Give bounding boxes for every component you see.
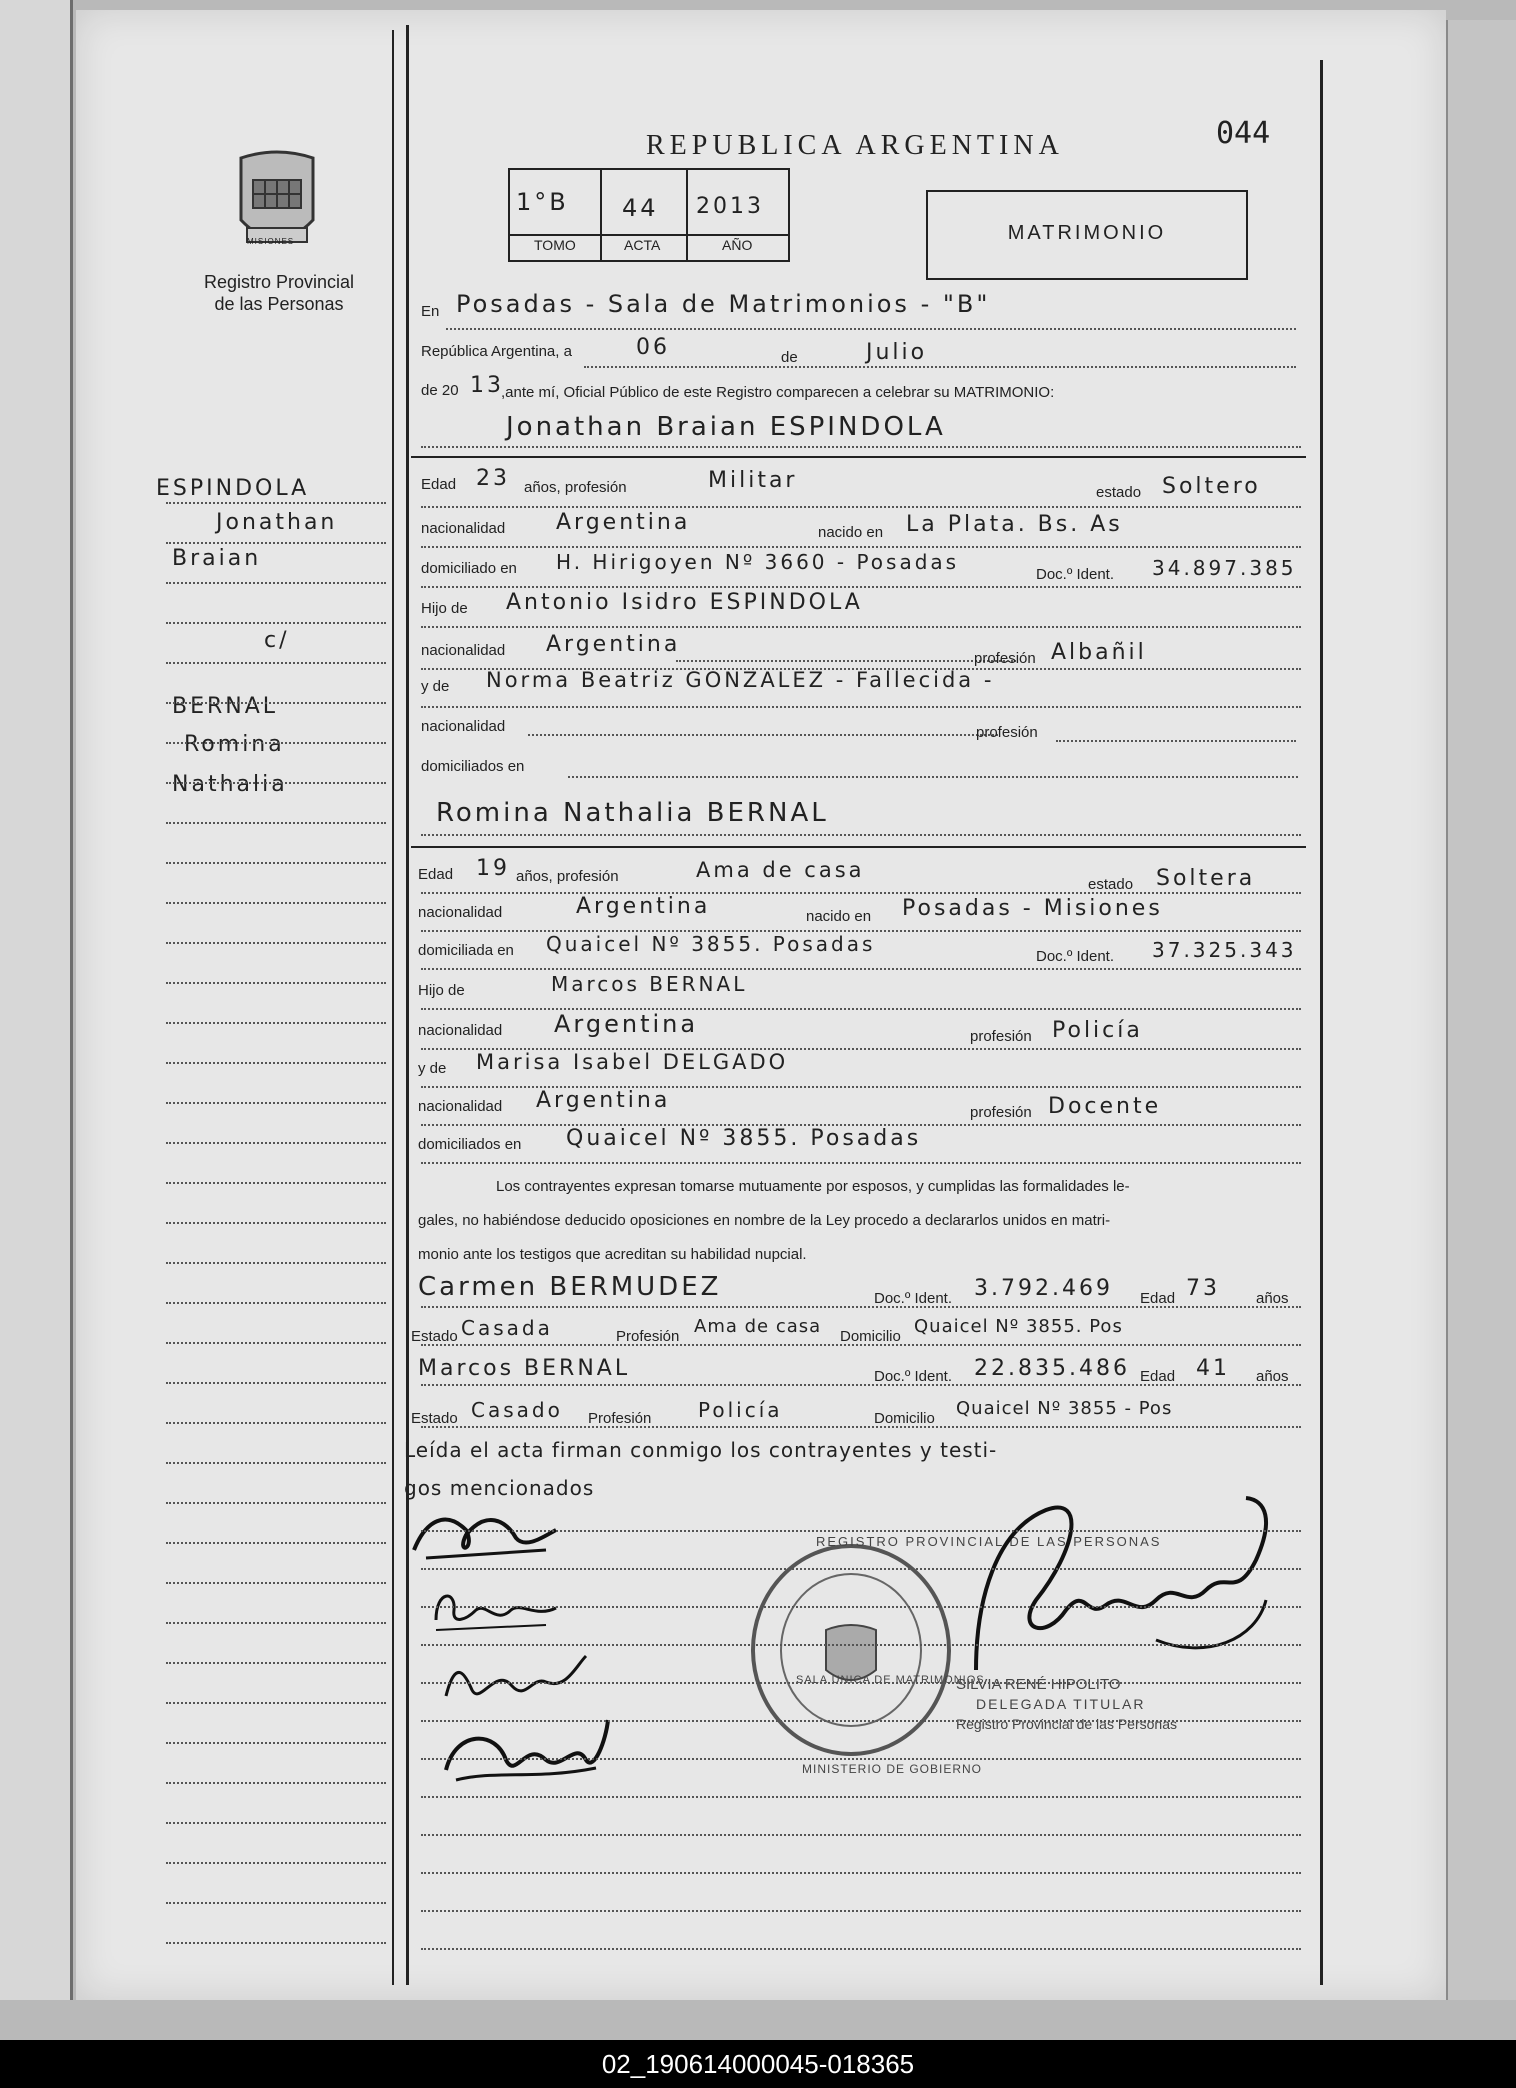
field-ruling-line [421, 1048, 1301, 1050]
stamp-outer-text: REGISTRO PROVINCIAL DE LAS PERSONAS [816, 1534, 1162, 1549]
margin-ruling-line [166, 1022, 386, 1024]
declaration-line2: gales, no habiéndose deducido oposiciones en nombre de la Ley procedo a declararlos unidos en matri- [418, 1212, 1111, 1229]
main-ruling-line [421, 1872, 1301, 1874]
witness1-name: Carmen BERMUDEZ [418, 1272, 722, 1302]
page-number: 044 [1216, 116, 1271, 151]
margin-ruling-line [166, 1302, 386, 1304]
bride-edad-label: Edad [418, 866, 454, 883]
field-ruling-line [421, 506, 1301, 508]
margin-ruling-line [166, 862, 386, 864]
margin-groom-name1: Jonathan [216, 510, 338, 535]
bride-nacido-label: nacido en [806, 908, 872, 925]
bride-father-nationality: Argentina [554, 1010, 699, 1038]
bride-mother: Marisa Isabel DELGADO [476, 1050, 789, 1074]
witness2-domicilio-label: Domicilio [874, 1410, 935, 1427]
groom-mother-prof-label: profesión [976, 724, 1038, 741]
bride-parents-address: Quaicel Nº 3855. Posadas [566, 1126, 922, 1151]
groom-edad-label: Edad [421, 476, 457, 493]
acta-label: ACTA [624, 237, 661, 253]
bride-mother-label: y de [418, 1060, 447, 1077]
next-pages-edge [1446, 20, 1516, 2000]
groom-nacido-label: nacido en [818, 524, 884, 541]
margin-ruling-line [166, 1622, 386, 1624]
main-ruling-line [421, 1568, 1301, 1570]
closing-line2: gos mencionados [404, 1476, 595, 1500]
witness2-age: 41 [1196, 1356, 1230, 1381]
witness2-estado-label: Estado [411, 1410, 458, 1427]
margin-ruling-line [166, 982, 386, 984]
witness1-estado-label: Estado [411, 1328, 458, 1345]
witness-ruling-line [421, 1384, 1301, 1386]
act-type-box [926, 190, 1248, 280]
groom-mother-label: y de [421, 678, 450, 695]
witness1-signature-icon [436, 1646, 596, 1716]
main-ruling-line [421, 1606, 1301, 1608]
month: Julio [866, 340, 928, 365]
groom-address: H. Hirigoyen Nº 3660 - Posadas [556, 550, 960, 574]
margin-ruling-line [166, 742, 386, 744]
margin-ruling-line [166, 822, 386, 824]
margin-ruling-line [166, 1822, 386, 1824]
previous-page-edge [0, 0, 73, 2000]
file-id-footer: 02_190614000045-018365 [0, 2040, 1516, 2088]
groom-mother-nat-label: nacionalidad [421, 718, 506, 735]
margin-ruling-line [166, 662, 386, 664]
witness-ruling-line [421, 1344, 1301, 1346]
witness1-anos-label: años [1256, 1290, 1289, 1307]
groom-mother: Norma Beatriz GONZALEZ - Fallecida - [486, 668, 995, 692]
witness1-age: 73 [1186, 1276, 1220, 1301]
bride-name: Romina Nathalia BERNAL [436, 798, 829, 828]
tomo-acta-ano-box [508, 168, 790, 262]
stamp-inner-text: SALA UNICA DE MATRIMONIOS [796, 1674, 985, 1686]
margin-bride-name2: Nathalia [172, 772, 288, 797]
margin-bride-surname: BERNAL [172, 694, 279, 719]
groom-father-nationality: Argentina [546, 632, 681, 657]
field-ruling-line [421, 1086, 1301, 1088]
field-ruling-line [421, 930, 1301, 932]
margin-ruling-line [166, 1422, 386, 1424]
witness-ruling-line [421, 1306, 1301, 1308]
bride-nacionalidad-label: nacionalidad [418, 904, 503, 921]
groom-birthplace: La Plata. Bs. As [906, 512, 1123, 537]
de-label: de [781, 349, 798, 366]
groom-domicilio-label: domiciliado en [421, 560, 517, 577]
witness2-profesion-label: Profesión [588, 1410, 652, 1427]
bride-address: Quaicel Nº 3855. Posadas [546, 932, 876, 956]
witness1-doc-label: Doc.º Ident. [874, 1290, 953, 1307]
bride-mother-profession: Docente [1048, 1094, 1162, 1119]
groom-signature-icon [406, 1500, 566, 1570]
bride-age: 19 [476, 856, 510, 881]
ano-label: AÑO [722, 237, 753, 253]
margin-ruling-line [166, 1262, 386, 1264]
witness-ruling-line [421, 1426, 1301, 1428]
margin-groom-name2: Braian [172, 546, 262, 571]
right-frame-line [1320, 60, 1323, 1985]
field-ruling-line [421, 546, 1301, 548]
bride-birthplace: Posadas - Misiones [902, 896, 1163, 921]
margin-groom-surname: ESPINDOLA [156, 476, 310, 501]
officer-org: Registro Provincial de las Personas [956, 1716, 1177, 1732]
bride-nationality: Argentina [576, 894, 711, 919]
groom-age: 23 [476, 466, 510, 491]
margin-ruling-line [166, 622, 386, 624]
main-ruling-line [421, 1948, 1301, 1950]
witness2-status: Casado [471, 1398, 563, 1422]
field-ruling-line [421, 1124, 1301, 1126]
margin-ruling-line [166, 1902, 386, 1904]
groom-parents-domicilio-label: domiciliados en [421, 758, 525, 775]
witness2-doc-label: Doc.º Ident. [874, 1368, 953, 1385]
witness2-edad-label: Edad [1140, 1368, 1176, 1385]
margin-ruling-line [166, 1862, 386, 1864]
bride-signature-icon [426, 1580, 566, 1640]
field-ruling-line [421, 892, 1301, 894]
registry-name-line2: de las Personas [214, 294, 344, 314]
bride-parents-domicilio-label: domiciliados en [418, 1136, 522, 1153]
bride-mother-prof-label: profesión [970, 1104, 1032, 1121]
margin-connector: c/ [264, 628, 290, 653]
republica-label: República Argentina, a [421, 343, 572, 360]
field-ruling-line [421, 586, 1301, 588]
margin-ruling-line [166, 1582, 386, 1584]
margin-ruling-line [166, 1702, 386, 1704]
margin-ruling-line [166, 1222, 386, 1224]
witness2-profession: Policía [698, 1398, 783, 1422]
witness1-profesion-label: Profesión [616, 1328, 680, 1345]
margin-ruling-line [166, 582, 386, 584]
bride-father-profession: Policía [1052, 1018, 1143, 1043]
bride-mother-nationality: Argentina [536, 1088, 671, 1113]
witness2-anos-label: años [1256, 1368, 1289, 1385]
witness1-domicilio-label: Domicilio [840, 1328, 901, 1345]
year-suffix: 13 [470, 373, 504, 398]
officer-signature-icon [956, 1490, 1286, 1690]
country-heading: REPUBLICA ARGENTINA [646, 130, 1064, 161]
witness2-address: Quaicel Nº 3855 - Pos [956, 1398, 1173, 1419]
ano-value: 2013 [696, 194, 764, 219]
field-ruling-line [421, 968, 1301, 970]
groom-name: Jonathan Braian ESPINDOLA [506, 412, 946, 442]
margin-ruling-line [166, 1942, 386, 1944]
register-page [76, 10, 1446, 2000]
intro-statement: ,ante mí, Oficial Público de este Registro comparecen a celebrar su MATRIMONIO: [501, 384, 1055, 401]
groom-father-prof-label: profesión [974, 650, 1036, 667]
groom-profession: Militar [708, 468, 798, 493]
field-ruling-line [421, 1162, 1301, 1164]
official-stamp-icon [746, 1540, 956, 1760]
en-label: En [421, 303, 440, 320]
field-ruling-line [421, 626, 1301, 628]
bride-doc: 37.325.343 [1152, 938, 1297, 962]
left-column-divider [406, 25, 409, 1985]
emblem-label: MISIONES [247, 237, 295, 246]
margin-ruling-line [166, 1462, 386, 1464]
main-ruling-line [421, 1644, 1301, 1646]
margin-ruling-line [166, 1542, 386, 1544]
field-ruling-line [421, 668, 1301, 670]
groom-doc-label: Doc.º Ident. [1036, 566, 1115, 583]
margin-ruling-line [166, 782, 386, 784]
groom-father: Antonio Isidro ESPINDOLA [506, 590, 863, 615]
main-ruling-line [421, 1720, 1301, 1722]
groom-status: Soltero [1162, 474, 1261, 499]
bride-hijo-label: Hijo de [418, 982, 465, 999]
margin-bride-name1: Romina [184, 732, 285, 757]
margin-ruling-line [166, 1182, 386, 1184]
margin-ruling-line [166, 1102, 386, 1104]
witness2-name: Marcos BERNAL [418, 1356, 631, 1381]
margin-ruling-line [166, 1342, 386, 1344]
main-ruling-line [421, 1758, 1301, 1760]
tomo-value: 1°B [516, 188, 569, 216]
witness1-doc: 3.792.469 [974, 1276, 1113, 1301]
margin-ruling-line [166, 1742, 386, 1744]
bride-father-nat-label: nacionalidad [418, 1022, 503, 1039]
margin-ruling-line [166, 502, 386, 504]
margin-ruling-line [166, 942, 386, 944]
bride-anos-profesion-label: años, profesión [516, 868, 619, 885]
margin-ruling-line [166, 1502, 386, 1504]
groom-nacionalidad-label: nacionalidad [421, 520, 506, 537]
field-ruling-line [421, 1008, 1301, 1010]
main-ruling-line [421, 1796, 1301, 1798]
groom-father-nat-label: nacionalidad [421, 642, 506, 659]
groom-estado-label: estado [1096, 484, 1142, 501]
margin-ruling-line [166, 1142, 386, 1144]
place: Posadas - Sala de Matrimonios - "B" [456, 290, 991, 318]
left-column-divider-2 [392, 30, 394, 1985]
closing-line1: Leída el acta firman conmigo los contrayentes y testi- [404, 1438, 998, 1462]
witness2-signature-icon [436, 1710, 616, 1800]
registry-name-line1: Registro Provincial [204, 272, 355, 292]
officer-title: DELEGADA TITULAR [976, 1696, 1146, 1712]
bride-status: Soltera [1156, 866, 1256, 891]
declaration-line1: Los contrayentes expresan tomarse mutuamente por esposos, y cumplidas las formalidades le- [496, 1178, 1130, 1195]
stamp-bottom-text: MINISTERIO DE GOBIERNO [802, 1762, 983, 1776]
main-ruling-line [421, 1682, 1301, 1684]
witness1-address: Quaicel Nº 3855. Pos [914, 1316, 1123, 1337]
day: 06 [636, 335, 670, 360]
witness1-status: Casada [461, 1316, 553, 1340]
margin-ruling-line [166, 1782, 386, 1784]
bride-doc-label: Doc.º Ident. [1036, 948, 1115, 965]
bride-father-prof-label: profesión [970, 1028, 1032, 1045]
main-ruling-line [421, 1910, 1301, 1912]
witness1-profession: Ama de casa [694, 1316, 822, 1337]
margin-ruling-line [166, 902, 386, 904]
main-ruling-line [421, 1834, 1301, 1836]
groom-nationality: Argentina [556, 510, 691, 535]
groom-father-profession: Albañil [1051, 640, 1147, 665]
field-ruling-line [421, 706, 1301, 708]
witness1-edad-label: Edad [1140, 1290, 1176, 1307]
bride-father: Marcos BERNAL [551, 972, 748, 996]
margin-ruling-line [166, 1662, 386, 1664]
witness2-doc: 22.835.486 [974, 1356, 1130, 1381]
acta-value: 44 [622, 194, 659, 222]
act-type: MATRIMONIO [1007, 222, 1167, 244]
groom-hijo-label: Hijo de [421, 600, 468, 617]
bride-profession: Ama de casa [696, 858, 865, 882]
declaration-line3: monio ante los testigos que acreditan su habilidad nupcial. [418, 1246, 807, 1263]
margin-ruling-line [166, 1062, 386, 1064]
officer-name: SILVIA RENÉ HIPOLITO [956, 1676, 1121, 1693]
bride-estado-label: estado [1088, 876, 1134, 893]
margin-ruling-line [166, 1382, 386, 1384]
margin-ruling-line [166, 542, 386, 544]
margin-ruling-line [166, 702, 386, 704]
bride-mother-nat-label: nacionalidad [418, 1098, 503, 1115]
groom-doc: 34.897.385 [1152, 556, 1297, 580]
groom-anos-profesion-label: años, profesión [524, 479, 627, 496]
year-prefix: de 20 [421, 382, 459, 399]
bride-domicilio-label: domiciliada en [418, 942, 514, 959]
main-ruling-line [421, 1530, 1301, 1532]
tomo-label: TOMO [534, 237, 576, 253]
